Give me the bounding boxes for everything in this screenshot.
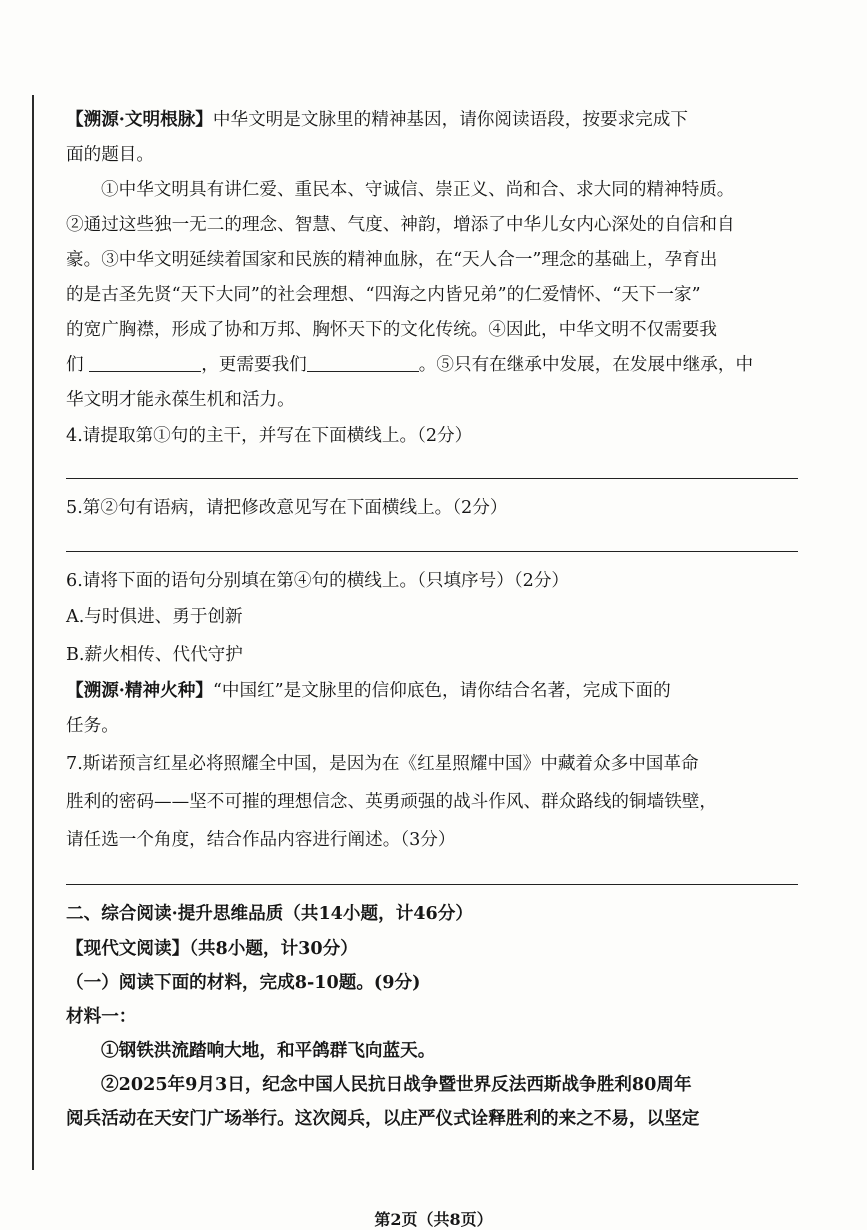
question-5: 5.第②句有语病，请把修改意见写在下面横线上。（2分） [66, 498, 508, 518]
answer-line-q4[interactable] [66, 478, 798, 479]
passage-line-1: ①中华文明具有讲仁爱、重民本、守诚信、崇正义、尚和合、求大同的精神特质。 [101, 180, 735, 200]
passage-line-2: ②通过这些独一无二的理念、智慧、气度、神韵，增添了中华儿女内心深处的自信和自 [66, 215, 735, 235]
question-7-line1: 7.斯诺预言红星必将照耀全中国，是因为在《红星照耀中国》中藏着众多中国革命 [66, 754, 699, 774]
part2-title: 二、综合阅读·提升思维品质（共14小题，计46分） [66, 903, 473, 924]
q6-option-b: B.薪火相传、代代守护 [66, 645, 243, 665]
answer-line-q5[interactable] [66, 551, 798, 552]
section2-tag: 【溯源·精神火种】 [66, 680, 213, 701]
material-1-line3: 阅兵活动在天安门广场举行。这次阅兵，以庄严仪式诠释胜利的来之不易，以坚定 [66, 1108, 700, 1129]
question-4: 4.请提取第①句的主干，并写在下面横线上。（2分） [66, 426, 473, 446]
sub-section-1-heading: （一）阅读下面的材料，完成8-10题。(9分) [66, 972, 421, 993]
section1-intro-line1: 【溯源·文明根脉】中华文明是文脉里的精神基因，请你阅读语段，按要求完成下 [66, 109, 688, 130]
section1-intro-line2: 面的题目。 [66, 145, 154, 165]
section1-tag: 【溯源·文明根脉】 [66, 109, 213, 130]
passage-line-6: 们 ，更需要我们 。⑤只有在继承中发展，在发展中继承，中 [66, 355, 754, 375]
question-6: 6.请将下面的语句分别填在第④句的横线上。（只填序号）（2分） [66, 571, 570, 591]
material-1-line1: ①钢铁洪流踏响大地，和平鸽群飞向蓝天。 [101, 1040, 436, 1061]
section2-intro-line2: 任务。 [66, 716, 119, 736]
section2-intro-line1: 【溯源·精神火种】“中国红”是文脉里的信仰底色，请你结合名著，完成下面的 [66, 680, 671, 701]
passage-line-4: 的是古圣先贤“天下大同”的社会理想、“四海之内皆兄弟”的仁爱情怀、“天下一家” [66, 285, 701, 305]
binding-margin-line [32, 95, 34, 1170]
question-7-line3: 请任选一个角度，结合作品内容进行阐述。（3分） [66, 830, 456, 850]
passage-line-7: 华文明才能永葆生机和活力。 [66, 390, 295, 410]
material-1-label: 材料一： [66, 1006, 137, 1027]
material-1-line2: ②2025年9月3日，纪念中国人民抗日战争暨世界反法西斯战争胜利80周年 [101, 1074, 692, 1095]
passage-line-5: 的宽广胸襟，形成了协和万邦、胸怀天下的文化传统。④因此，中华文明不仅需要我 [66, 320, 717, 340]
question-7-line2: 胜利的密码——坚不可摧的理想信念、英勇顽强的战斗作风、群众路线的铜墙铁壁， [66, 792, 717, 812]
page-footer: 第2页（共8页） [374, 1210, 493, 1229]
answer-blank-2[interactable] [307, 353, 419, 372]
modern-reading-heading: 【现代文阅读】（共8小题，计30分） [66, 938, 358, 959]
answer-blank-1[interactable] [89, 353, 201, 372]
passage-line-3: 豪。③中华文明延续着国家和民族的精神血脉，在“天人合一”理念的基础上，孕育出 [66, 250, 718, 270]
answer-line-q7[interactable] [66, 884, 798, 885]
q6-option-a: A.与时俱进、勇于创新 [66, 607, 243, 627]
